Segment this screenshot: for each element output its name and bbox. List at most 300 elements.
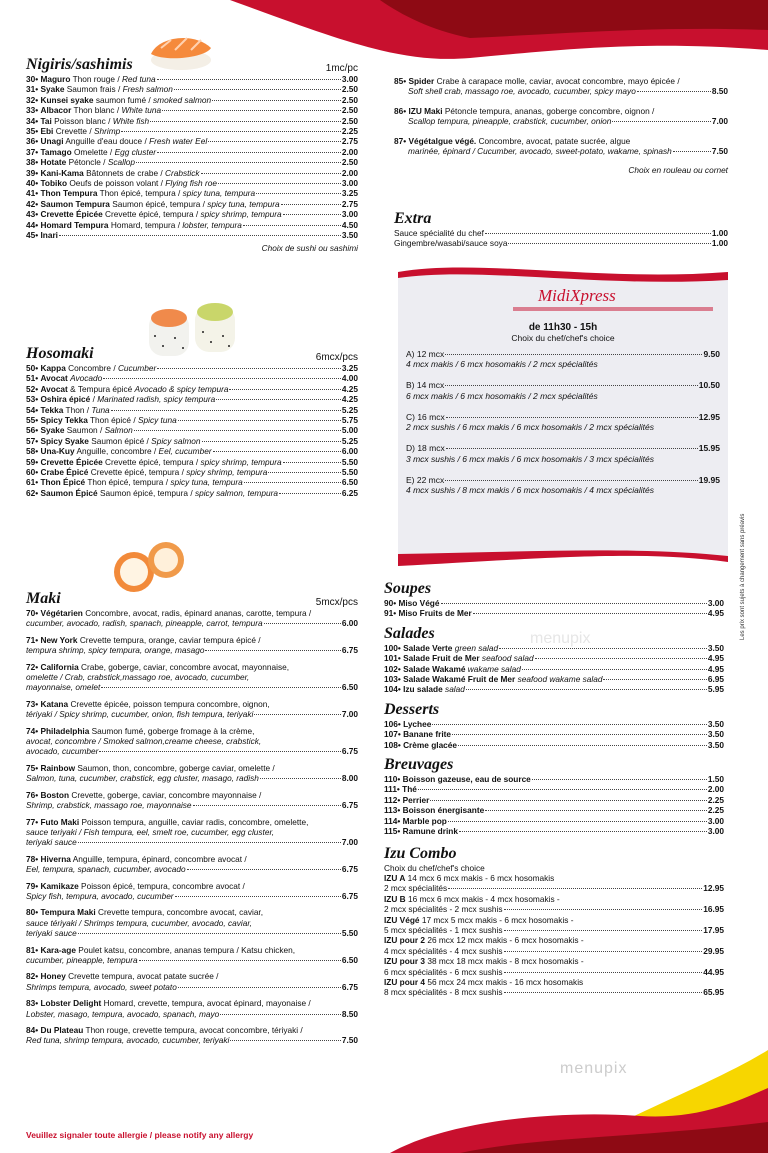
menu-item-row (26, 105, 358, 115)
option-label: D) 18 mcx (406, 443, 445, 454)
item-price: 3.50 (707, 642, 724, 653)
item-number: 41• (26, 188, 39, 199)
item-price: 2.75 (341, 136, 358, 147)
combo-description: 5 mcx spécialités - 1 mcx sushis (384, 924, 503, 935)
item-text (26, 384, 228, 394)
item-description: Eel, tempura, spanach, cucumber, avocado (26, 864, 186, 875)
section-title: Salades (384, 624, 435, 642)
menu-item-row (26, 95, 358, 105)
item-text (26, 405, 110, 415)
menu-item-row (26, 157, 358, 167)
option-label: B) 14 mcx (406, 380, 445, 391)
combo-item (384, 915, 724, 936)
item-english: green salad (454, 642, 499, 653)
item-price: 2.50 (341, 84, 358, 95)
item-french: Thon épicé, tempura / (99, 188, 181, 199)
item-number: 110• (384, 774, 401, 785)
item-name: Salade Wakamé Fruit de Mer (403, 674, 516, 685)
item-number: 106• (384, 718, 401, 729)
menu-item-row (26, 209, 358, 219)
item-french: Saumon épicé, tempura / (112, 198, 205, 209)
dot-leader (445, 354, 702, 355)
item-name: Honey (40, 971, 66, 982)
item-number: 102• (384, 663, 401, 674)
item-number: 45• (26, 230, 39, 241)
menu-item-row (384, 784, 724, 794)
item-number: 31• (26, 84, 39, 95)
item-price: 6.50 (341, 682, 358, 693)
item-name: Ebi (40, 126, 54, 137)
item-english: Crabstick (165, 167, 200, 178)
item-name: Kani-Kama (40, 167, 84, 178)
item-description: Crabe à carapace molle, caviar, avocat concombre, mayo épicée / (436, 76, 680, 86)
item-price: 2.00 (707, 784, 724, 795)
item-french: Saumon frais / (66, 84, 121, 95)
maki-line-1 (26, 726, 358, 736)
item-number: 40• (26, 178, 39, 189)
dot-leader (508, 243, 710, 244)
dot-leader (216, 399, 341, 400)
item-description: Crevette tempura, concombre avocat, caviar, (97, 907, 264, 918)
dot-leader (212, 100, 341, 101)
dot-leader (458, 745, 707, 746)
dot-leader (260, 778, 341, 779)
menu-item-row (26, 126, 358, 136)
dot-leader (174, 89, 341, 90)
item-price: 4.95 (707, 608, 724, 619)
dot-leader (612, 121, 710, 122)
item-english: spicy shrimp, tempura (186, 467, 268, 478)
item-text (384, 653, 534, 663)
section-title: Desserts (384, 700, 440, 718)
combo-name: IZU A (384, 872, 406, 883)
item-price: 6.75 (341, 890, 358, 901)
item-number: 112• (384, 794, 401, 805)
item-price: 4.25 (341, 383, 358, 394)
item-price: 4.25 (341, 394, 358, 405)
dot-leader (243, 225, 341, 226)
item-number: 70• (26, 608, 39, 618)
maki-item (26, 998, 358, 1019)
item-name: Perrier (402, 794, 430, 805)
item-english: spicy tuna, tempura (182, 188, 256, 199)
maki-item (26, 971, 358, 992)
item-number: 37• (26, 146, 39, 157)
dot-leader (473, 613, 707, 614)
item-price: 6.75 (341, 981, 358, 992)
item-price: 4.95 (707, 653, 724, 664)
maki-roll-image (110, 538, 188, 596)
item-text (26, 209, 282, 219)
midi-option (406, 475, 720, 496)
item-name: Rainbow (40, 762, 76, 773)
item-english: spicy shrimp, tempura (200, 209, 282, 220)
unit-label: 1mc/pc (325, 63, 358, 74)
hosomaki-list (26, 363, 358, 498)
item-french: Anguille d'eau douce / (65, 136, 147, 147)
combo-line-1 (384, 977, 724, 987)
item-description: Anguille, tempura, épinard, concombre avocat / (72, 853, 247, 864)
item-price: 8.50 (711, 86, 728, 97)
item-name: Banane frite (403, 729, 452, 740)
dot-leader (504, 992, 703, 993)
dot-leader (432, 724, 706, 725)
dot-leader (78, 933, 341, 934)
maki-line-2: sauce teriyaki / Fish tempura, eel, smelt roe, cucumber, egg cluster, (26, 826, 275, 837)
dot-leader (279, 493, 341, 494)
maki-item (26, 945, 358, 966)
midi-xpress-logo: MidiXpress (538, 286, 616, 305)
midi-hours: de 11h30 - 15h (528, 322, 598, 333)
item-price: 2.00 (341, 146, 358, 157)
menu-item-row (26, 373, 358, 383)
special-item (394, 106, 728, 127)
item-english: Scallop (107, 157, 136, 168)
maki-line-1 (26, 907, 358, 917)
item-number: 85• (394, 76, 407, 86)
breuvages-list (384, 774, 724, 836)
desserts-list (384, 719, 724, 750)
item-price: 1.00 (711, 238, 728, 249)
item-number: 42• (26, 198, 39, 209)
item-description: teriyaki sauce (26, 837, 77, 848)
item-number: 43• (26, 209, 39, 220)
item-french: Anguille, concombre / (76, 446, 157, 457)
item-price: 2.25 (707, 794, 724, 805)
item-price: 4.00 (341, 373, 358, 384)
item-name: Unagi (40, 136, 64, 147)
item-english: Fresh water Eel (149, 136, 208, 147)
item-name: California (40, 661, 79, 672)
maki-line-1 (26, 608, 358, 618)
item-name: Thon Épicé (40, 477, 86, 488)
midi-option (406, 380, 720, 401)
dot-leader (220, 1014, 341, 1015)
item-name: Boisson énergisante (402, 805, 485, 816)
item-name: Thon Tempura (40, 188, 98, 199)
maki-price-line (26, 1009, 358, 1019)
dot-leader (446, 417, 698, 418)
combo-name: IZU pour 4 (384, 976, 426, 987)
item-french: Pétoncle / (68, 157, 106, 168)
item-name: Saumon Tempura (40, 198, 110, 209)
item-number: 73• (26, 698, 39, 709)
item-description: Crevette, goberge, caviar, concombre mayonnaise / (71, 789, 262, 800)
maki-item (26, 763, 358, 784)
item-number: 44• (26, 219, 39, 230)
item-text (384, 729, 451, 739)
item-name: Kappa (40, 363, 66, 373)
item-french: Crevette épicé, tempura / (105, 456, 199, 467)
item-number: 113• (384, 805, 401, 816)
item-name: Tekka (40, 404, 64, 415)
combo-description: 17 mcx 5 mcx makis - 6 mcx hosomakis - (421, 914, 574, 925)
dot-leader (504, 909, 703, 910)
item-english: Flying fish roe (165, 178, 217, 189)
combo-price: 44.95 (703, 966, 724, 977)
item-number: 90• (384, 598, 397, 608)
item-name: Tobiko (40, 178, 68, 189)
combo-price-line (384, 946, 724, 956)
menu-item-row (26, 384, 358, 394)
item-description: marinée, épinard / Cucumber, avocado, sweet-potato, wakame, spinash (408, 146, 672, 157)
item-number: 39• (26, 167, 39, 178)
item-number: 35• (26, 126, 39, 137)
item-text (26, 136, 207, 146)
item-number: 82• (26, 971, 39, 982)
item-text (26, 157, 135, 167)
item-description: Poisson épicé, tempura, concombre avocat / (81, 880, 245, 891)
item-text (26, 147, 156, 157)
midi-option-line (406, 349, 720, 359)
midi-option (406, 412, 720, 433)
dot-leader (218, 183, 341, 184)
maki-price-line (26, 982, 358, 992)
dot-leader (139, 960, 341, 961)
combo-list (384, 873, 724, 998)
item-number: 108• (384, 739, 401, 750)
extra-list (394, 228, 728, 249)
maki-item (26, 726, 358, 757)
item-text (26, 415, 177, 425)
item-name: Lobster Delight (40, 998, 102, 1009)
item-name: Crème glacée (403, 739, 458, 750)
combo-name: IZU Végé (384, 914, 420, 925)
item-name: Una-Kuy (40, 446, 75, 457)
item-english: Salmon (104, 425, 133, 436)
item-price: 7.00 (711, 116, 728, 127)
section-title: Maki (26, 590, 61, 607)
item-french: Omelette / (73, 146, 113, 157)
item-text (26, 168, 200, 178)
item-name: Crevette Épicée (40, 209, 103, 220)
dot-leader (202, 441, 341, 442)
menu-item-row (384, 774, 724, 784)
item-name: Salade Wakamé (403, 663, 466, 674)
item-price: 5.95 (707, 684, 724, 695)
item-text (384, 805, 484, 815)
combo-line-1 (384, 956, 724, 966)
item-description: Crevette tempura, orange, caviar tempura épicé / (79, 634, 261, 645)
menu-item-row (26, 74, 358, 84)
menu-item-row (384, 795, 724, 805)
item-price: 6.75 (341, 645, 358, 656)
item-number: 111• (384, 784, 400, 795)
maki-price-line (26, 645, 358, 655)
item-description: Homard, crevette, tempura, avocat épinard, mayonaise / (103, 998, 311, 1009)
item-text (26, 436, 201, 446)
combo-price-line (384, 925, 724, 935)
menu-item-row (26, 220, 358, 230)
item-name: Kamikaze (40, 880, 79, 891)
item-text (26, 425, 133, 435)
midi-option (406, 349, 720, 370)
watermark-faint: menupix (530, 630, 591, 647)
item-text (26, 363, 156, 373)
dot-leader (244, 482, 341, 483)
item-number: 91• (384, 608, 397, 619)
item-name: Crevette Épicée (40, 456, 103, 467)
item-price: 5.75 (341, 415, 358, 426)
item-description: Poisson tempura, anguille, caviar radis, concombre, omelette, (81, 816, 309, 827)
item-name: Végétalgue végé. (408, 135, 477, 146)
dot-leader (103, 378, 341, 379)
item-text (384, 643, 498, 653)
dot-leader (441, 603, 707, 604)
combo-description: 4 mcx spécialités - 4 mcx sushis (384, 945, 503, 956)
item-number: 86• (394, 105, 407, 116)
item-text (26, 188, 255, 198)
item-name: Albacor (40, 105, 72, 116)
item-number: 60• (26, 467, 39, 478)
item-name: Thé (402, 784, 417, 795)
combo-price: 17.95 (703, 924, 724, 935)
item-price: 7.50 (341, 1035, 358, 1046)
item-french: Thon épicé / (89, 415, 136, 426)
maki-price-line (26, 955, 358, 965)
menu-item-row (26, 405, 358, 415)
menu-item-row (26, 116, 358, 126)
item-price: 2.75 (341, 198, 358, 209)
item-french: / (92, 394, 95, 405)
item-price: 2.50 (341, 157, 358, 168)
item-name: Homard Tempura (40, 219, 109, 230)
maki-item (26, 635, 358, 656)
item-description: Soft shell crab, massago roe, avocado, cucumber, spicy mayo (408, 86, 636, 97)
item-name: Kunsei syake (40, 94, 94, 105)
maki-price-line (26, 891, 358, 901)
item-price: 5.25 (341, 435, 358, 446)
maki-item (26, 881, 358, 902)
item-number: 74• (26, 725, 39, 736)
menu-item-row (26, 436, 358, 446)
option-price: 12.95 (698, 411, 720, 422)
item-text (26, 105, 161, 115)
item-english: spicy shrimp, tempura (200, 456, 282, 467)
dot-leader (162, 110, 341, 111)
item-name: Spicy Tekka (40, 415, 88, 426)
item-number: 30• (26, 74, 39, 84)
dot-leader (445, 480, 697, 481)
item-price: 2.25 (707, 805, 724, 816)
option-description: 4 mcx sushis / 8 mcx makis / 6 mcx hosomakis / 4 mcx spécialités (406, 485, 654, 496)
option-description: 3 mcx sushis / 6 mcx makis / 6 mcx hosomakis / 3 mcx spécialités (406, 453, 654, 464)
special-price-line (394, 116, 728, 126)
item-price: 3.00 (341, 74, 358, 84)
menu-item-row (384, 664, 724, 674)
item-name: IZU Maki (408, 105, 443, 116)
item-french: Thon épicé, tempura / (87, 477, 169, 488)
item-text (26, 394, 215, 404)
combo-price-line (384, 987, 724, 997)
item-name: Inari (40, 230, 58, 241)
item-english: smoked salmon (153, 94, 212, 105)
item-text (26, 116, 149, 126)
item-number: 61• (26, 477, 39, 488)
menu-item-row (384, 684, 724, 694)
item-french: Homard, tempura / (110, 219, 181, 230)
midi-options (406, 349, 720, 496)
dot-leader (213, 451, 341, 452)
special-line-1 (394, 136, 728, 146)
item-name: Tempura Maki (40, 907, 96, 918)
item-price: 3.00 (341, 178, 358, 189)
item-text (26, 95, 211, 105)
item-french: Bâtonnets de crabe / (86, 167, 163, 178)
option-price: 19.95 (698, 474, 720, 485)
item-price: 8.00 (341, 773, 358, 784)
item-english: spicy tuna, tempura (207, 198, 280, 209)
item-name: Marble pop (402, 815, 447, 826)
midi-xpress-box (398, 262, 728, 568)
nigiris-section (26, 56, 358, 253)
dot-leader (208, 141, 341, 142)
item-price: 8.50 (341, 1008, 358, 1019)
dot-leader (178, 420, 341, 421)
maki-line-2: avocat, concombre / Smoked salmon,creame cheese, crabstick, (26, 736, 262, 747)
item-price: 3.50 (341, 230, 358, 241)
item-description: teriyaki sauce (26, 928, 77, 939)
menu-item-row (384, 608, 724, 618)
option-description: 4 mcx makis / 6 mcx hosomakis / 2 mcx spécialités (406, 359, 598, 370)
item-name: Syake (40, 84, 65, 95)
item-number: 75• (26, 762, 39, 773)
dot-leader (134, 430, 341, 431)
combo-name: IZU B (384, 893, 406, 904)
allergy-notice: Veuillez signaler toute allergie / please notify any allergy (26, 1130, 254, 1140)
item-price: 6.75 (341, 864, 358, 875)
option-label: E) 22 mcx (406, 474, 445, 485)
item-english: Spicy salmon (151, 435, 201, 446)
item-english: wakame salad (467, 663, 521, 674)
maki-item (26, 790, 358, 811)
item-name: Du Plateau (40, 1025, 84, 1035)
dot-leader (485, 233, 711, 234)
item-description: Lobster, masago, tempura, avocado, spanach, mayo (26, 1008, 220, 1019)
combo-name: IZU pour 2 (384, 935, 426, 946)
item-description: mayonnaise, omelet (26, 682, 101, 693)
combo-item (384, 956, 724, 977)
menu-item-row (384, 740, 724, 750)
item-price: 5.25 (341, 404, 358, 415)
dot-leader (448, 821, 707, 822)
section-title: Izu Combo (384, 844, 457, 862)
menu-item-row (26, 147, 358, 157)
maki-line-1 (26, 1025, 358, 1035)
item-name: Maguro (40, 74, 71, 84)
combo-price-line (384, 967, 724, 977)
item-name: Syake (40, 425, 65, 436)
dot-leader (136, 162, 341, 163)
item-name: Lychee (403, 718, 432, 729)
item-name: Spicy Syake (40, 435, 89, 446)
item-price: 2.25 (341, 126, 358, 137)
maki-line-1 (26, 699, 358, 709)
item-text (384, 598, 440, 608)
special-price-line (394, 86, 728, 96)
item-description: Shrimp, crabstick, massago roe, mayonnaise (26, 800, 192, 811)
item-french: Saumon épicé / (91, 435, 149, 446)
item-french: Saumon / (66, 425, 103, 436)
combo-item (384, 894, 724, 915)
maki-price-line (26, 682, 358, 692)
item-number: 104• (384, 684, 401, 695)
item-price: 5.50 (341, 467, 358, 478)
maki-item (26, 1025, 358, 1046)
item-text (26, 126, 120, 136)
dot-leader (101, 687, 341, 688)
item-name: Avocat (40, 383, 68, 394)
